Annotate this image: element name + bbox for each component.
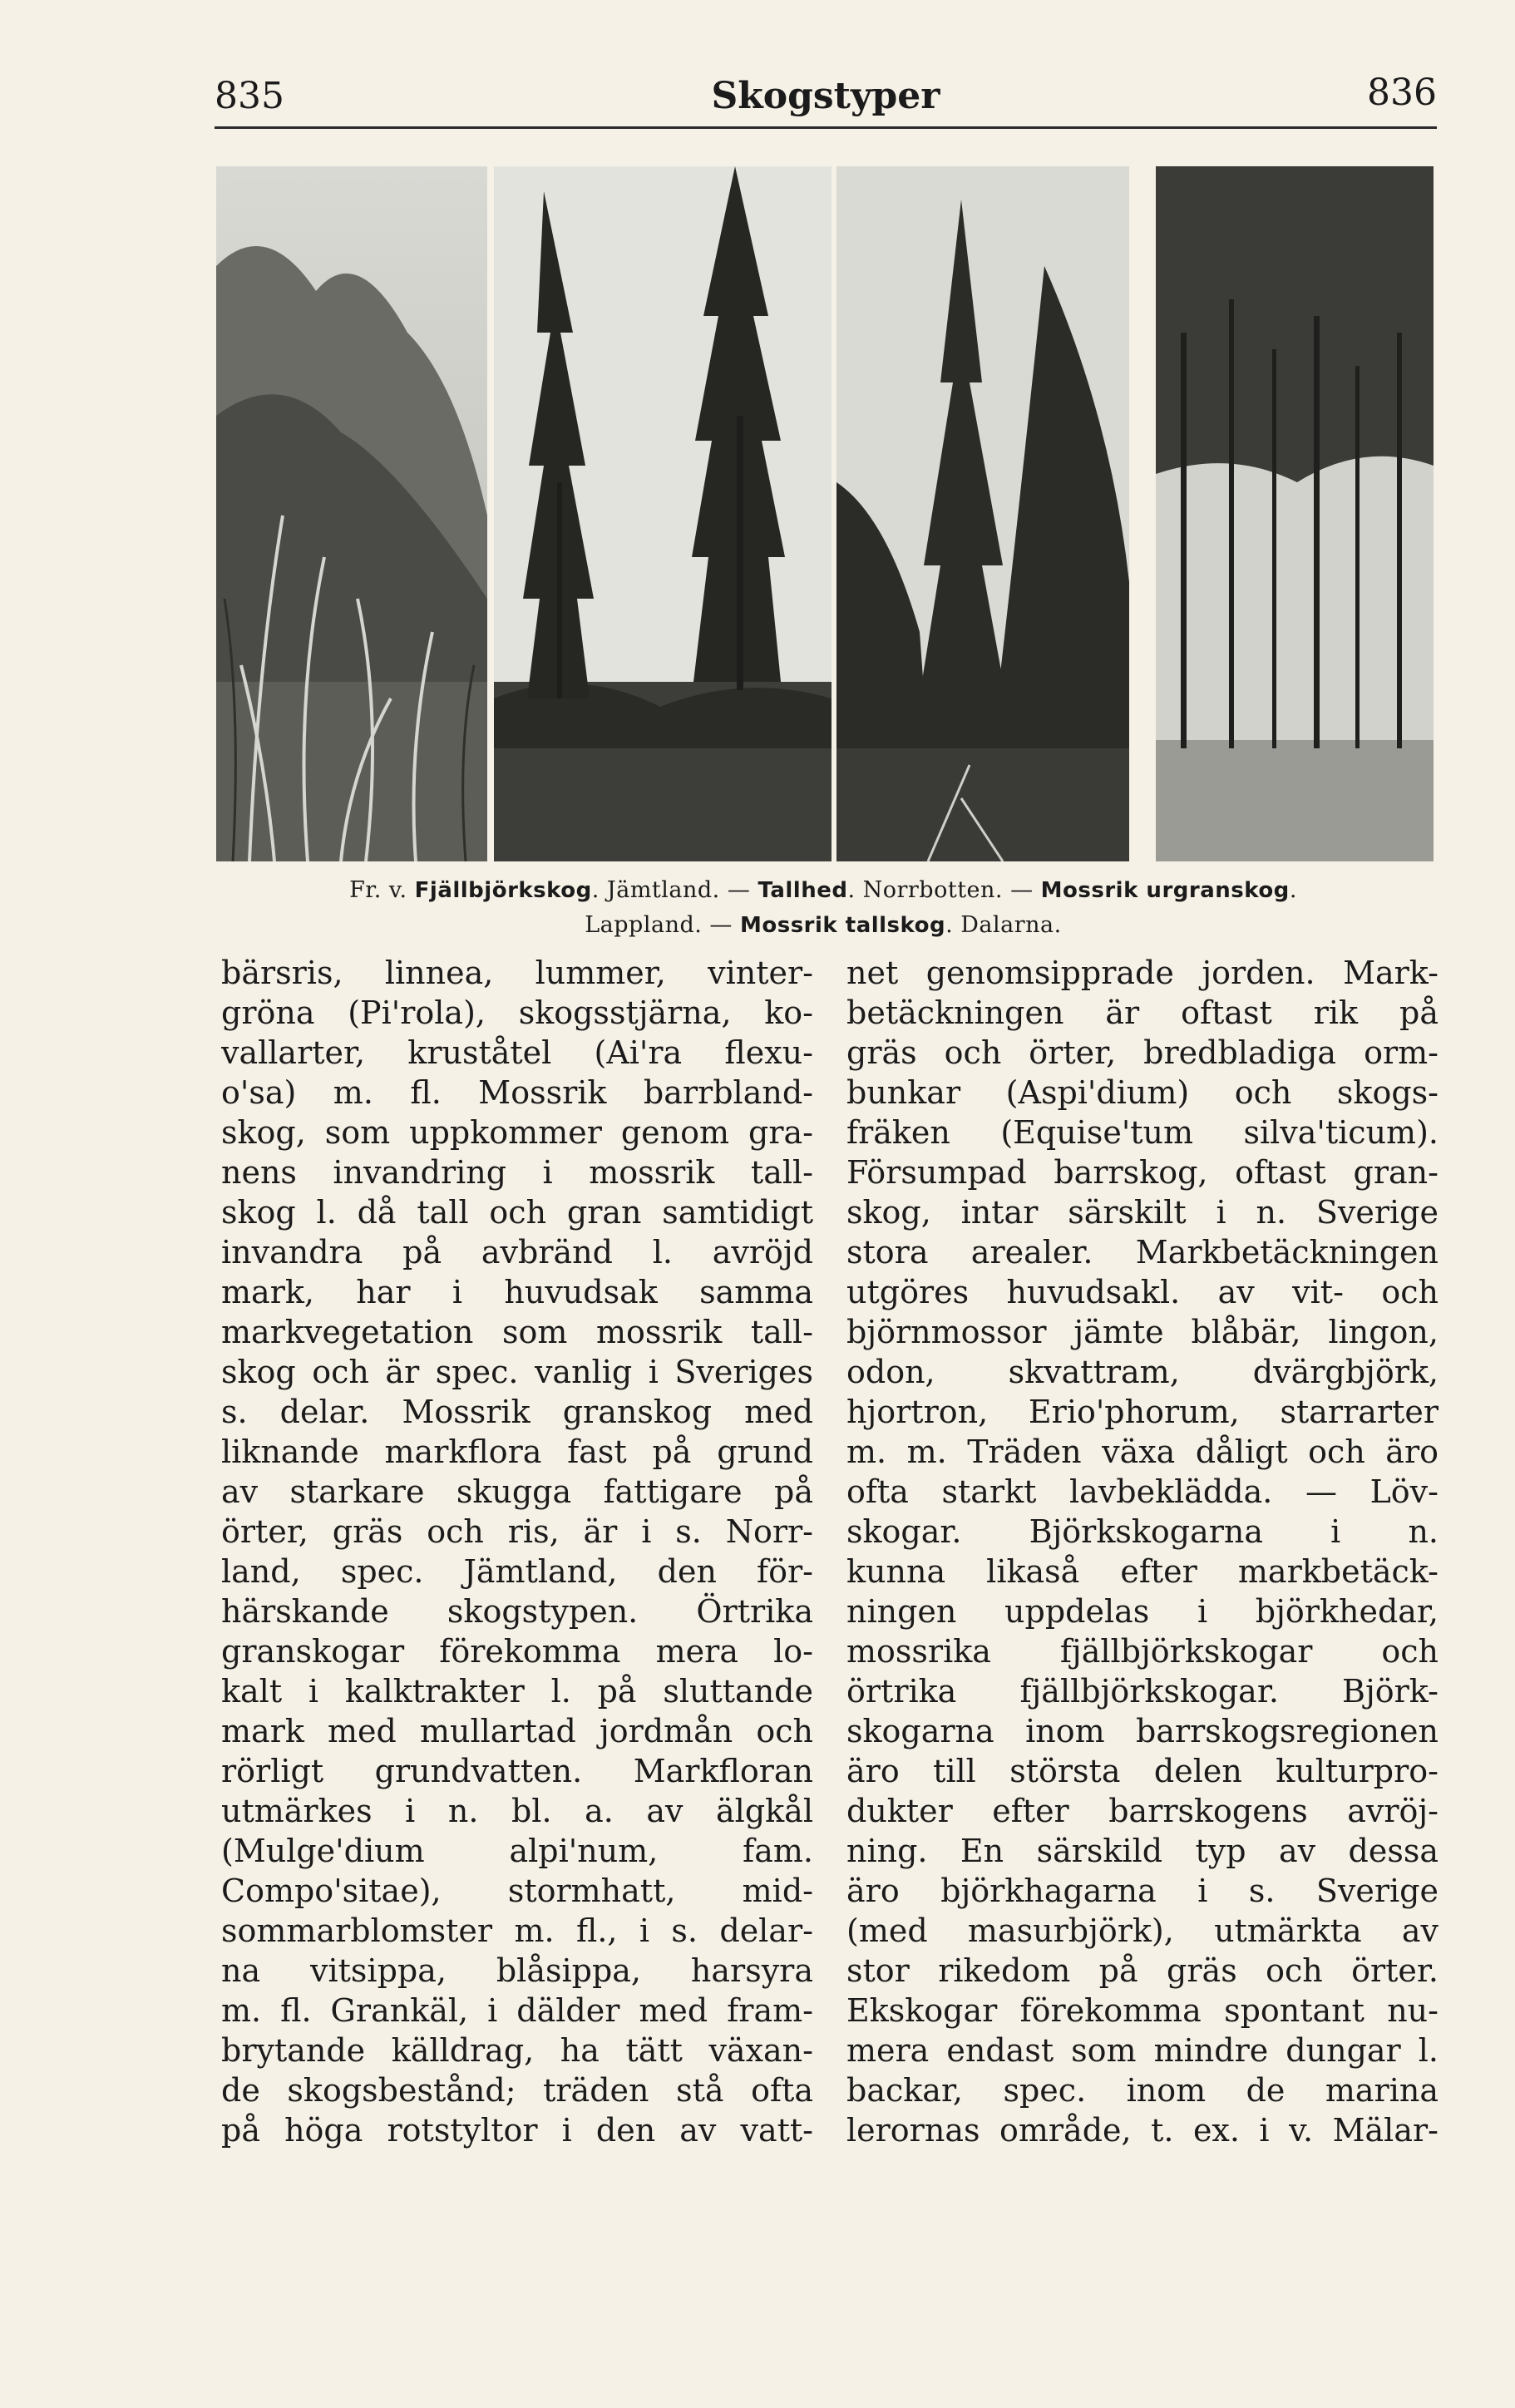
text-line: mark, har i huvudsak samma [221,1274,813,1310]
text-line: vallarter, kruståtel (Ai'ra flexu- [221,1034,813,1071]
text-line: skog l. då tall och gran samtidigt [221,1194,813,1231]
text-line: mera endast som mindre dungar l. [846,2032,1439,2069]
text-line: ofta starkt lavbeklädda. — Löv- [846,1473,1439,1510]
text-line: ning. En särskild typ av dessa [846,1833,1439,1869]
text-line: gröna (Pi'rola), skogsstjärna, ko- [221,994,813,1031]
text-line: stora arealer. Markbetäckningen [846,1234,1439,1271]
text-line: Ekskogar förekomma spontant nu- [846,1992,1439,2029]
caption-seg: . Norrbotten. — [847,877,1041,903]
text-line: dukter efter barrskogens avröj- [846,1793,1439,1829]
text-line: lerornas område, t. ex. i v. Mälar- [846,2112,1439,2149]
text-line: odon, skvattram, dvärgbjörk, [846,1354,1439,1390]
text-line: skog och är spec. vanlig i Sveriges [221,1354,813,1390]
text-line: äro till största delen kulturpro- [846,1753,1439,1789]
photo-mossrik-tallskog [1156,166,1434,861]
text-line: markvegetation som mossrik tall- [221,1314,813,1350]
text-line: rörligt grundvatten. Markfloran [221,1753,813,1789]
page-number-right: 836 [1367,72,1437,114]
page-title: Skogstyper [711,75,940,117]
text-line: skogarna inom barrskogsregionen [846,1713,1439,1749]
caption-forest-type: Mossrik tallskog [740,913,946,938]
text-line: invandra på avbränd l. avröjd [221,1234,813,1271]
text-line: sommarblomster m. fl., i s. delar- [221,1912,813,1949]
text-line: bunkar (Aspi'dium) och skogs- [846,1074,1439,1111]
caption-line-2 [200,908,1447,943]
page-number-left: 835 [215,75,284,117]
text-line: av starkare skugga fattigare på [221,1473,813,1510]
caption-seg: Lappland. — [585,912,740,938]
text-line: m. m. Träden växa dåligt och äro [846,1433,1439,1470]
text-line: gräs och örter, bredbladiga orm- [846,1034,1439,1071]
photo-mossrik-urgranskog [836,166,1129,861]
text-line: härskande skogstypen. Örtrika [221,1593,813,1630]
text-line: örtrika fjällbjörkskogar. Björk- [846,1673,1439,1710]
text-line: liknande markflora fast på grund [221,1433,813,1470]
text-line: de skogsbestånd; träden stå ofta [221,2072,813,2109]
text-line: m. fl. Grankäl, i dälder med fram- [221,1992,813,2029]
text-line: björnmossor jämte blåbär, lingon, [846,1314,1439,1350]
text-line: betäckningen är oftast rik på [846,994,1439,1031]
text-line: bärsris, linnea, lummer, vinter- [221,955,813,991]
text-line: land, spec. Jämtland, den för- [221,1553,813,1590]
caption-line-1 [200,873,1447,908]
figure-caption [200,873,1447,943]
text-column-left [221,953,813,2150]
text-line: på höga rotstyltor i den av vatt- [221,2112,813,2149]
caption-seg: . Dalarna. [945,912,1062,938]
text-line: skog, som uppkommer genom gra- [221,1114,813,1151]
text-line: utgöres huvudsakl. av vit- och [846,1274,1439,1310]
text-line: backar, spec. inom de marina [846,2072,1439,2109]
text-line: kunna likaså efter markbetäck- [846,1553,1439,1590]
text-line: fräken (Equise'tum silva'ticum). [846,1114,1439,1151]
photo-plate [216,166,1434,861]
text-line: brytande källdrag, ha tätt växan- [221,2032,813,2069]
caption-forest-type: Mossrik urgranskog [1040,878,1290,903]
text-line: na vitsippa, blåsippa, harsyra [221,1952,813,1989]
caption-seg: . [1289,877,1297,903]
text-line: (Mulge'dium alpi'num, fam. [221,1833,813,1869]
text-line: hjortron, Erio'phorum, starrarter [846,1394,1439,1430]
text-line: Compo'sitae), stormhatt, mid- [221,1873,813,1909]
text-line: o'sa) m. fl. Mossrik barrbland- [221,1074,813,1111]
text-line: (med masurbjörk), utmärkta av [846,1912,1439,1949]
text-line: kalt i kalktrakter l. på sluttande [221,1673,813,1710]
photo-tallhed [494,166,832,861]
text-line: örter, gräs och ris, är i s. Norr- [221,1513,813,1550]
text-line: granskogar förekomma mera lo- [221,1633,813,1670]
text-line: skogar. Björkskogarna i n. [846,1513,1439,1550]
photo-fjallbjorkskog [216,166,487,861]
caption-forest-type: Tallhed [758,878,848,903]
text-line: net genomsipprade jorden. Mark- [846,955,1439,991]
text-line: s. delar. Mossrik granskog med [221,1394,813,1430]
caption-seg: . Jämtland. — [591,877,758,903]
text-line: mark med mullartad jordmån och [221,1713,813,1749]
text-line: utmärkes i n. bl. a. av älgkål [221,1793,813,1829]
text-line: Försumpad barrskog, oftast gran- [846,1154,1439,1191]
caption-forest-type: Fjällbjörkskog [414,878,592,903]
text-line: ningen uppdelas i björkhedar, [846,1593,1439,1630]
caption-seg: Fr. v. [349,877,415,903]
text-line: skog, intar särskilt i n. Sverige [846,1194,1439,1231]
text-line: stor rikedom på gräs och örter. [846,1952,1439,1989]
text-column-right [846,953,1439,2150]
text-line: nens invandring i mossrik tall- [221,1154,813,1191]
text-line: mossrika fjällbjörkskogar och [846,1633,1439,1670]
text-line: äro björkhagarna i s. Sverige [846,1873,1439,1909]
page-header [215,68,1437,129]
